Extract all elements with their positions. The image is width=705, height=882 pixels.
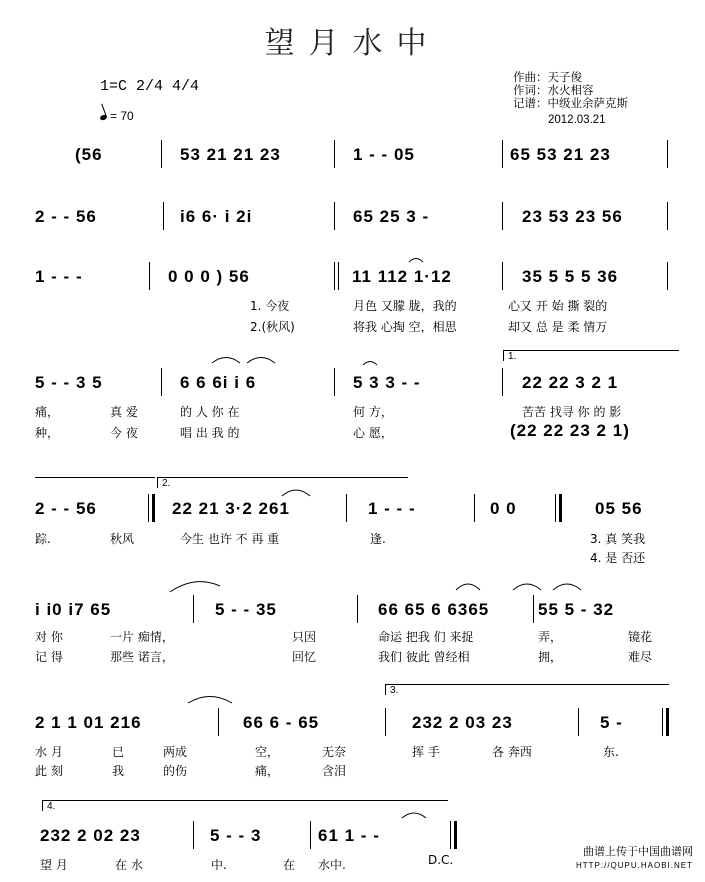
lyric: 含泪 xyxy=(322,764,347,778)
slur xyxy=(553,584,581,590)
measure: 232 2 03 23 xyxy=(412,713,513,732)
measure: 65 53 21 23 xyxy=(510,145,611,164)
lyric: 挥 手 xyxy=(412,745,440,759)
date-credit: 2012.03.21 xyxy=(548,114,606,126)
measure: 2 - - 56 xyxy=(35,207,97,226)
transcriber-credit: 记谱：中级业余萨克斯 xyxy=(513,98,628,110)
volta-number: 2. xyxy=(162,478,171,489)
slur xyxy=(282,490,310,496)
measure: 66 65 6 6365 xyxy=(378,600,490,619)
site-watermark xyxy=(576,846,693,872)
lyric: 月色 又朦 胧，我的 xyxy=(353,299,457,313)
measure: 5 - - 35 xyxy=(215,600,277,619)
lyric: 今 夜 xyxy=(110,426,138,440)
lyric: 回忆 xyxy=(292,650,317,664)
lyric: 命运 把我 们 来捉 xyxy=(378,630,474,644)
lyric: 种， xyxy=(35,426,60,440)
measure: 53 21 21 23 xyxy=(180,145,281,164)
lyric: 对 你 xyxy=(35,630,63,644)
measure: 55 5 - 32 xyxy=(538,600,615,619)
measure: 05 56 xyxy=(595,499,643,518)
measure: 35 5 5 5 36 xyxy=(522,267,619,286)
lyric: 的 人 你 在 xyxy=(180,405,240,419)
lyric: 的伤 xyxy=(163,764,188,778)
lyric: 中. xyxy=(211,858,227,872)
lyric: 将我 心掏 空，相思 xyxy=(353,320,457,334)
lyric: 记 得 xyxy=(35,650,63,664)
lyric: 水中. xyxy=(318,858,346,872)
lyric: 各 奔西 xyxy=(492,745,532,759)
slur xyxy=(513,584,541,590)
measure: 2 1 1 01 216 xyxy=(35,713,142,732)
measure: 65 25 3 - xyxy=(353,207,430,226)
lyric: 望 月 xyxy=(40,858,68,872)
measure: 6 6 6i i 6 xyxy=(180,373,257,392)
slur xyxy=(402,813,426,818)
lyric: 踪. xyxy=(35,532,51,546)
measure: i i0 i7 65 xyxy=(35,600,112,619)
lyric: 心又 开 始 撕 裂的 xyxy=(508,299,608,313)
volta-number: 4. xyxy=(47,801,56,812)
slur xyxy=(456,584,480,590)
measure: 5 3 3 - - xyxy=(353,373,421,392)
lyric: 空， xyxy=(255,745,280,759)
lyricist-credit: 作词：水火相容 xyxy=(513,85,594,97)
measure: 1 - - - xyxy=(35,267,83,286)
slur xyxy=(247,358,275,364)
lyric: 在 水 xyxy=(115,858,143,872)
lyric: 那些 诺言， xyxy=(110,650,174,664)
lyric: 却又 总 是 柔 情万 xyxy=(508,320,608,334)
volta-number: 1. xyxy=(508,351,517,362)
slur xyxy=(170,582,220,592)
measure: i6 6· i 2i xyxy=(180,207,253,226)
measure: 11 112 1·12 xyxy=(352,267,452,286)
measure: 232 2 02 23 xyxy=(40,826,141,845)
measure: 5 - - 3 5 xyxy=(35,373,103,392)
lyric: 两成 xyxy=(163,745,188,759)
slur xyxy=(409,259,423,263)
lyric: 一片 痴情， xyxy=(110,630,174,644)
lyric: 4. 是 否还 xyxy=(590,551,646,565)
measure: 22 21 3·2 261 xyxy=(172,499,290,518)
lyric: 水 月 xyxy=(35,745,63,759)
lyric: 镜花 xyxy=(628,630,653,644)
lyric: 弄， xyxy=(538,630,563,644)
score-title: 望月水中 xyxy=(264,26,441,61)
lyric: 今生 也许 不 再 重 xyxy=(180,532,280,546)
lyric: 已 xyxy=(112,745,125,759)
slur xyxy=(188,697,232,704)
measure: 5 - - 3 xyxy=(210,826,262,845)
lyric: 只因 xyxy=(292,630,317,644)
lyric: 我们 彼此 曾经相 xyxy=(378,650,470,664)
lyric: 痛， xyxy=(35,405,60,419)
lyric: 此 刻 xyxy=(35,764,63,778)
measure: 22 22 3 2 1 xyxy=(522,373,619,392)
volta-number: 3. xyxy=(390,685,399,696)
slur xyxy=(212,358,240,364)
watermark-text: 曲谱上传于中国曲谱网 xyxy=(583,846,693,858)
lyric: 苦苦 找寻 你 的 影 xyxy=(522,405,622,419)
measure: 66 6 - 65 xyxy=(243,713,320,732)
lyric: 拥， xyxy=(538,650,563,664)
lyric: 2.(秋风) xyxy=(250,320,295,334)
tempo-value: = 70 xyxy=(110,109,134,123)
lyric: 无奈 xyxy=(322,745,347,759)
measure: (56 xyxy=(75,145,103,164)
measure: 0 0 xyxy=(490,499,517,518)
measure: 23 53 23 56 xyxy=(522,207,623,226)
lyric: 难尽 xyxy=(628,650,653,664)
lyric: 秋风 xyxy=(110,532,135,546)
lyric: 痛， xyxy=(255,764,280,778)
slur xyxy=(363,362,377,366)
lyric: 在 xyxy=(283,858,296,872)
measure: 0 0 0 ) 56 xyxy=(168,267,250,286)
da-capo: D.C. xyxy=(428,853,454,867)
lyric: 何 方， xyxy=(353,405,393,419)
lyric: 唱 出 我 的 xyxy=(180,426,240,440)
composer-credit: 作曲：天子俊 xyxy=(513,72,582,84)
measure: 5 - xyxy=(600,713,623,732)
key-signature: 1=C 2/4 4/4 xyxy=(100,78,200,95)
lyric: 3. 真 笑我 xyxy=(590,532,646,546)
measure: 1 - - - xyxy=(368,499,416,518)
lyric: 逢. xyxy=(370,532,386,546)
lyric: 心 愿， xyxy=(353,426,393,440)
measure: 1 - - 05 xyxy=(353,145,415,164)
measure: 61 1 - - xyxy=(318,826,380,845)
lyric: 我 xyxy=(112,764,125,778)
lyric: 东. xyxy=(603,745,619,759)
measure: 2 - - 56 xyxy=(35,499,97,518)
lyric: 1. 今夜 xyxy=(250,299,290,313)
lyric: 真 爱 xyxy=(110,405,138,419)
watermark-url: HTTP://QUPU.HAOBI.NET xyxy=(575,861,693,870)
alternate-phrase: (22 22 23 2 1) xyxy=(510,421,630,440)
